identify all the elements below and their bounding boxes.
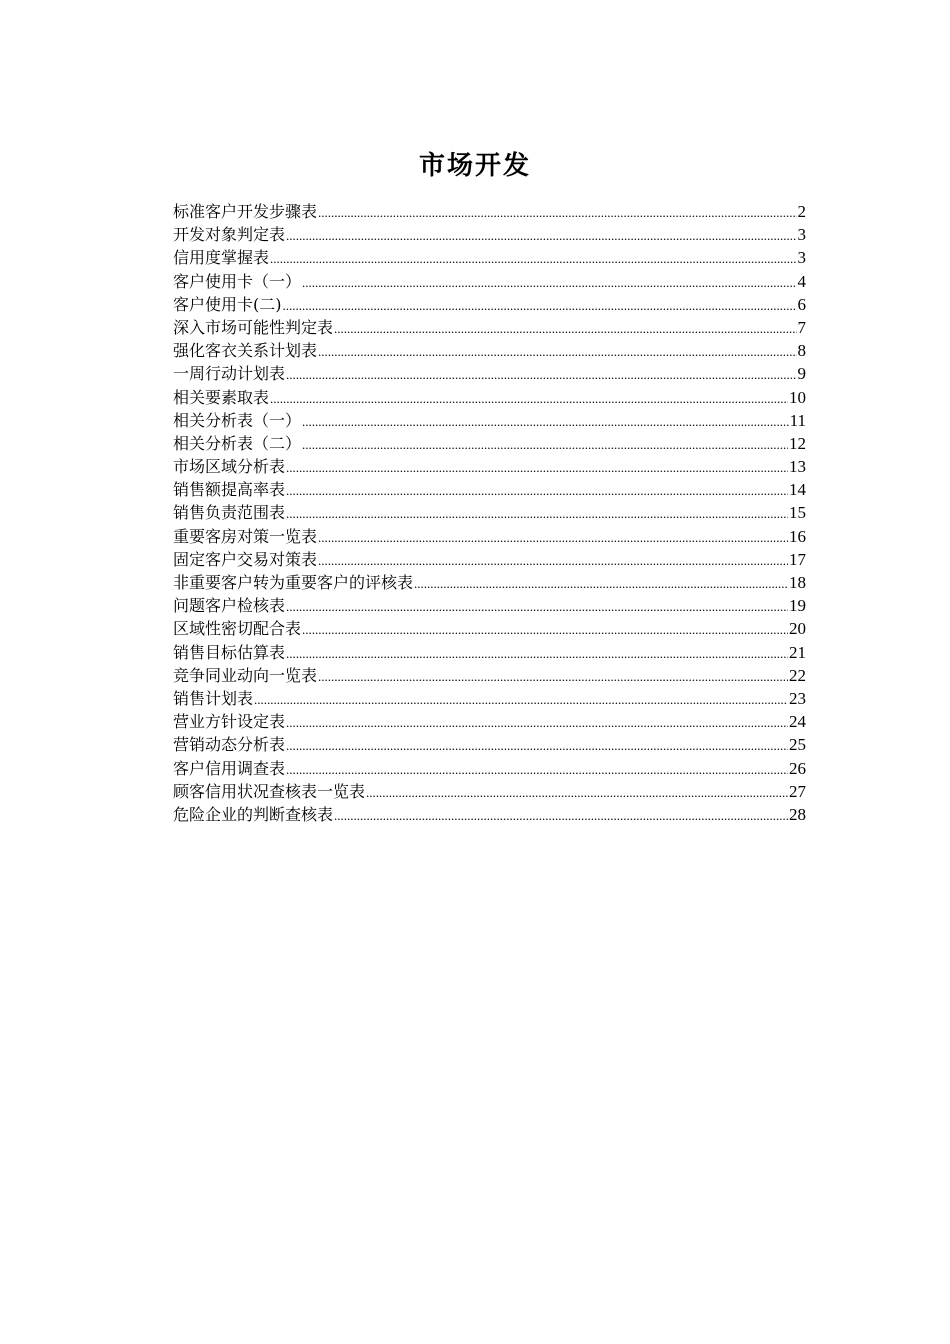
toc-leader-dots [318, 549, 788, 571]
toc-entry-page-number: 3 [797, 248, 806, 268]
toc-entry[interactable] [173, 757, 806, 780]
toc-leader-dots [302, 271, 796, 293]
toc-entry-page-number: 16 [789, 526, 806, 546]
toc-entry-page-number: 28 [789, 804, 806, 824]
toc-entry-page-number: 8 [797, 341, 806, 361]
toc-entry-label: 销售目标估算表 [173, 642, 286, 662]
toc-entry-label: 固定客户交易对策表 [173, 549, 318, 569]
toc-entry-page-number: 23 [789, 688, 806, 708]
toc-leader-dots [286, 642, 788, 664]
toc-entry-label: 信用度掌握表 [173, 248, 270, 268]
toc-entry-label: 重要客房对策一览表 [173, 526, 318, 546]
toc-entry-label: 标准客户开发步骤表 [173, 202, 318, 221]
toc-entry-page-number: 14 [789, 480, 806, 500]
toc-entry-page-number: 11 [789, 410, 806, 430]
toc-leader-dots [286, 595, 788, 617]
toc-entry-label: 市场区域分析表 [173, 457, 286, 477]
toc-entry-label: 销售计划表 [173, 688, 254, 708]
toc-entry-page-number: 9 [797, 364, 806, 384]
toc-leader-dots [366, 781, 788, 803]
toc-entry[interactable] [173, 200, 806, 223]
toc-entry-label: 非重要客户转为重要客户的评核表 [173, 573, 414, 592]
toc-leader-dots [318, 665, 788, 687]
toc-entry-page-number: 3 [797, 225, 806, 245]
toc-entry-label: 开发对象判定表 [173, 225, 286, 245]
toc-entry-label: 问题客户检核表 [173, 596, 286, 616]
toc-leader-dots [318, 526, 788, 548]
toc-entry-label: 一周行动计划表 [173, 364, 286, 384]
toc-leader-dots [286, 363, 796, 385]
toc-entry[interactable] [173, 478, 806, 501]
toc-entry[interactable] [173, 641, 806, 664]
toc-entry-page-number: 13 [789, 457, 806, 477]
toc-leader-dots [286, 456, 788, 478]
toc-entry-label: 顾客信用状况查核表一览表 [173, 781, 366, 801]
toc-leader-dots [318, 340, 796, 362]
toc-leader-dots [254, 688, 788, 710]
toc-entry[interactable] [173, 501, 806, 524]
toc-entry[interactable] [173, 223, 806, 246]
toc-entry[interactable] [173, 548, 806, 571]
toc-entry-page-number: 12 [789, 433, 806, 453]
toc-leader-dots [318, 201, 796, 223]
toc-entry-page-number: 25 [789, 735, 806, 755]
toc-entry[interactable] [173, 339, 806, 362]
toc-entry-page-number: 26 [789, 758, 806, 778]
table-of-contents [173, 200, 806, 826]
toc-entry-page-number: 4 [797, 271, 806, 291]
toc-entry[interactable] [173, 270, 806, 293]
toc-entry[interactable] [173, 571, 806, 594]
toc-entry[interactable] [173, 687, 806, 710]
toc-entry[interactable] [173, 246, 806, 269]
toc-entry-label: 销售额提高率表 [173, 480, 286, 500]
toc-leader-dots [334, 317, 796, 339]
toc-entry[interactable] [173, 386, 806, 409]
toc-entry-page-number: 20 [789, 619, 806, 639]
toc-entry[interactable] [173, 362, 806, 385]
toc-leader-dots [286, 479, 788, 501]
toc-entry-label: 客户使用卡（一） [173, 271, 302, 291]
toc-entry[interactable] [173, 803, 806, 826]
toc-entry-label: 深入市场可能性判定表 [173, 317, 334, 337]
toc-entry-label: 相关分析表（二） [173, 433, 302, 453]
toc-leader-dots [270, 387, 788, 409]
toc-leader-dots [286, 758, 788, 780]
toc-entry-page-number: 24 [789, 712, 806, 732]
toc-entry-page-number: 10 [789, 387, 806, 407]
toc-leader-dots [283, 294, 797, 316]
toc-entry[interactable] [173, 409, 806, 432]
toc-entry[interactable] [173, 594, 806, 617]
toc-entry[interactable] [173, 432, 806, 455]
toc-entry[interactable] [173, 455, 806, 478]
toc-entry-label: 营销动态分析表 [173, 735, 286, 755]
toc-entry[interactable] [173, 293, 806, 316]
toc-entry[interactable] [173, 316, 806, 339]
toc-entry-page-number: 21 [789, 642, 806, 662]
toc-entry-page-number: 18 [789, 573, 806, 592]
toc-leader-dots [334, 804, 788, 826]
toc-entry-page-number: 19 [789, 596, 806, 616]
toc-entry[interactable] [173, 780, 806, 803]
toc-entry[interactable] [173, 664, 806, 687]
toc-entry-label: 营业方针设定表 [173, 712, 286, 732]
toc-entry[interactable] [173, 525, 806, 548]
toc-entry-label: 客户使用卡(二) [173, 294, 282, 314]
toc-entry[interactable] [173, 617, 806, 640]
toc-leader-dots [286, 734, 788, 756]
toc-leader-dots [286, 502, 788, 524]
toc-entry-page-number: 6 [797, 294, 806, 314]
toc-leader-dots [286, 711, 788, 733]
toc-entry[interactable] [173, 733, 806, 756]
toc-entry-label: 相关分析表（一） [173, 410, 302, 430]
toc-entry-label: 强化客衣关系计划表 [173, 341, 318, 361]
toc-leader-dots [270, 247, 796, 269]
toc-leader-dots [286, 224, 796, 246]
toc-entry-label: 客户信用调查表 [173, 758, 286, 778]
toc-leader-dots [414, 572, 788, 594]
toc-entry-label: 危险企业的判断查核表 [173, 804, 334, 824]
toc-leader-dots [302, 618, 788, 640]
toc-entry[interactable] [173, 710, 806, 733]
toc-entry-page-number: 2 [797, 202, 806, 221]
toc-leader-dots [302, 410, 789, 432]
toc-entry-page-number: 15 [789, 503, 806, 523]
toc-entry-label: 区域性密切配合表 [173, 619, 302, 639]
toc-entry-label: 销售负责范围表 [173, 503, 286, 523]
toc-entry-page-number: 27 [789, 781, 806, 801]
toc-entry-label: 相关要素取表 [173, 387, 270, 407]
page-title: 市场开发 [418, 151, 531, 181]
toc-entry-page-number: 17 [789, 549, 806, 569]
toc-entry-page-number: 7 [797, 317, 806, 337]
toc-entry-label: 竞争同业动向一览表 [173, 665, 318, 685]
toc-entry-page-number: 22 [789, 665, 806, 685]
toc-leader-dots [302, 433, 788, 455]
